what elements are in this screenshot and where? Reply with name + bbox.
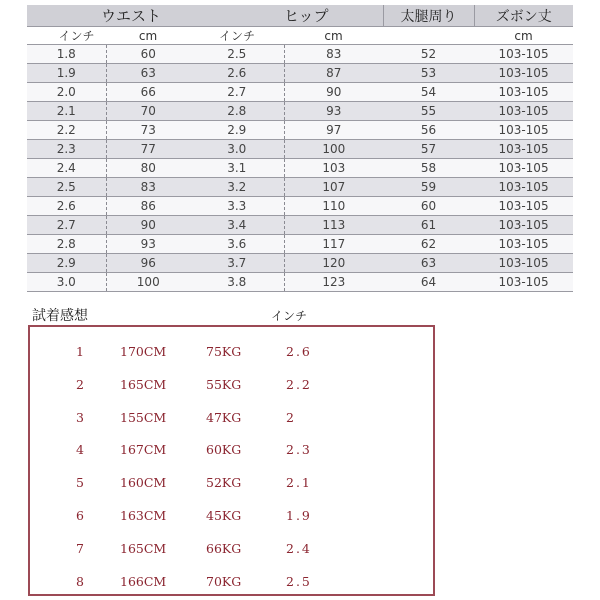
table-row [27, 254, 573, 273]
table-cell-hip-cm: 110 [284, 197, 383, 216]
table-cell-waist-cm: 80 [106, 159, 190, 178]
table-cell-waist-cm: 73 [106, 121, 190, 140]
table-cell-hip-inch: 2.8 [190, 102, 284, 121]
fitting-row [30, 508, 433, 528]
table-cell-waist-cm: 66 [106, 83, 190, 102]
table-cell-waist-inch: 2.9 [27, 254, 106, 273]
table-cell-hip-cm: 93 [284, 102, 383, 121]
table-cell-hip-cm: 113 [284, 216, 383, 235]
fitting-number: 1 [76, 344, 84, 359]
table-cell-hip-cm: 107 [284, 178, 383, 197]
thigh-header: 太腿周り [383, 5, 474, 27]
fitting-number: 8 [76, 573, 84, 589]
table-row [27, 235, 573, 254]
table-cell-waist-inch: 1.8 [27, 45, 106, 64]
fitting-weight: 66KG [206, 540, 242, 556]
table-cell-length-cm: 103-105 [474, 254, 573, 273]
thigh-unit-header [383, 27, 474, 45]
table-cell-waist-cm: 63 [106, 64, 190, 83]
table-cell-thigh-cm: 55 [383, 102, 474, 121]
table-cell-waist-cm: 90 [106, 216, 190, 235]
waist-header: ウエスト [27, 5, 190, 27]
fitting-inch: 1.9 [286, 508, 312, 523]
fitting-title: 試着感想 [32, 308, 88, 324]
table-cell-hip-cm: 83 [284, 45, 383, 64]
table-cell-waist-inch: 1.9 [27, 64, 106, 83]
table-cell-thigh-cm: 57 [383, 140, 474, 159]
waist-inch-header: インチ [27, 27, 106, 45]
fitting-row [30, 475, 433, 495]
fitting-inch: 2.1 [286, 475, 312, 491]
hip-cm-header: cm [284, 27, 383, 45]
table-cell-thigh-cm: 60 [383, 197, 474, 216]
table-cell-waist-inch: 2.3 [27, 140, 106, 159]
fitting-inch: 2.5 [286, 573, 312, 589]
fitting-row [30, 574, 433, 594]
table-cell-length-cm: 103-105 [474, 273, 573, 292]
fitting-height: 165CM [120, 376, 167, 392]
fitting-number: 7 [76, 540, 84, 556]
table-row [27, 178, 573, 197]
table-cell-length-cm: 103-105 [474, 140, 573, 159]
table-cell-length-cm: 103-105 [474, 83, 573, 102]
table-cell-hip-inch: 3.3 [190, 197, 284, 216]
table-cell-waist-cm: 60 [106, 45, 190, 64]
table-cell-hip-cm: 100 [284, 140, 383, 159]
table-cell-waist-cm: 93 [106, 235, 190, 254]
table-cell-waist-inch: 2.7 [27, 216, 106, 235]
table-cell-thigh-cm: 54 [383, 83, 474, 102]
table-cell-length-cm: 103-105 [474, 178, 573, 197]
table-cell-hip-inch: 3.8 [190, 273, 284, 292]
table-cell-waist-inch: 3.0 [27, 273, 106, 292]
table-cell-hip-cm: 90 [284, 83, 383, 102]
fitting-number: 5 [76, 475, 84, 491]
table-cell-waist-inch: 2.6 [27, 197, 106, 216]
table-cell-length-cm: 103-105 [474, 45, 573, 64]
table-cell-hip-inch: 3.7 [190, 254, 284, 273]
table-cell-waist-cm: 100 [106, 273, 190, 292]
table-row [27, 121, 573, 140]
table-cell-thigh-cm: 56 [383, 121, 474, 140]
fitting-inch: 2.4 [286, 540, 312, 556]
hip-header: ヒップ [190, 5, 383, 27]
fitting-weight: 47KG [206, 409, 242, 425]
size-table [27, 5, 573, 292]
hip-inch-header: インチ [190, 27, 284, 45]
table-cell-hip-inch: 3.1 [190, 159, 284, 178]
fitting-row [30, 344, 433, 364]
table-cell-thigh-cm: 61 [383, 216, 474, 235]
fitting-height: 166CM [120, 573, 167, 589]
waist-cm-header: cm [106, 27, 190, 45]
table-row [27, 102, 573, 121]
fitting-weight: 45KG [206, 508, 242, 523]
table-cell-thigh-cm: 63 [383, 254, 474, 273]
table-cell-thigh-cm: 58 [383, 159, 474, 178]
fitting-row [30, 410, 433, 430]
table-cell-length-cm: 103-105 [474, 216, 573, 235]
table-cell-thigh-cm: 64 [383, 273, 474, 292]
table-row [27, 197, 573, 216]
table-cell-hip-inch: 3.0 [190, 140, 284, 159]
table-cell-thigh-cm: 62 [383, 235, 474, 254]
fitting-inch: 2 [286, 409, 296, 425]
table-row [27, 159, 573, 178]
fitting-number: 6 [76, 508, 84, 523]
fitting-height: 160CM [120, 475, 167, 491]
fitting-weight: 55KG [206, 376, 242, 392]
fitting-number: 2 [76, 376, 84, 392]
fitting-inch-label: インチ [271, 309, 308, 323]
fitting-number: 3 [76, 409, 84, 425]
table-cell-hip-cm: 123 [284, 273, 383, 292]
fitting-box [28, 325, 435, 596]
table-cell-thigh-cm: 52 [383, 45, 474, 64]
fitting-inch: 2.6 [286, 344, 312, 359]
table-cell-waist-cm: 77 [106, 140, 190, 159]
table-cell-length-cm: 103-105 [474, 235, 573, 254]
fitting-row [30, 442, 433, 462]
table-cell-length-cm: 103-105 [474, 159, 573, 178]
table-cell-hip-inch: 2.9 [190, 121, 284, 140]
table-cell-hip-inch: 2.7 [190, 83, 284, 102]
fitting-weight: 52KG [206, 475, 242, 491]
table-cell-waist-inch: 2.5 [27, 178, 106, 197]
table-cell-waist-cm: 96 [106, 254, 190, 273]
table-cell-waist-inch: 2.1 [27, 102, 106, 121]
table-cell-hip-inch: 3.4 [190, 216, 284, 235]
fitting-row [30, 377, 433, 397]
table-cell-length-cm: 103-105 [474, 121, 573, 140]
table-cell-hip-inch: 2.5 [190, 45, 284, 64]
table-row [27, 273, 573, 292]
table-cell-length-cm: 103-105 [474, 197, 573, 216]
table-row [27, 45, 573, 64]
table-cell-hip-inch: 2.6 [190, 64, 284, 83]
table-cell-waist-inch: 2.8 [27, 235, 106, 254]
table-cell-thigh-cm: 59 [383, 178, 474, 197]
table-cell-waist-cm: 83 [106, 178, 190, 197]
fitting-inch: 2.3 [286, 442, 312, 458]
fitting-weight: 60KG [206, 442, 242, 458]
table-cell-length-cm: 103-105 [474, 64, 573, 83]
fitting-height: 163CM [120, 508, 167, 523]
table-cell-hip-cm: 87 [284, 64, 383, 83]
table-cell-length-cm: 103-105 [474, 102, 573, 121]
table-cell-waist-cm: 86 [106, 197, 190, 216]
table-cell-waist-cm: 70 [106, 102, 190, 121]
fitting-row [30, 541, 433, 561]
length-cm-header: cm [474, 27, 573, 45]
table-row [27, 140, 573, 159]
unit-header-row [27, 27, 573, 45]
fitting-height: 165CM [120, 540, 167, 556]
fitting-weight: 75KG [206, 344, 242, 359]
table-cell-hip-inch: 3.2 [190, 178, 284, 197]
fitting-height: 170CM [120, 344, 167, 359]
table-row [27, 216, 573, 235]
table-cell-hip-cm: 117 [284, 235, 383, 254]
fitting-height: 167CM [120, 442, 167, 458]
table-cell-waist-inch: 2.4 [27, 159, 106, 178]
table-row [27, 64, 573, 83]
table-cell-hip-cm: 103 [284, 159, 383, 178]
group-header-row [27, 5, 573, 27]
fitting-number: 4 [76, 442, 84, 458]
table-cell-hip-inch: 3.6 [190, 235, 284, 254]
table-cell-waist-inch: 2.2 [27, 121, 106, 140]
fitting-weight: 70KG [206, 573, 242, 589]
fitting-inch: 2.2 [286, 376, 312, 392]
table-cell-waist-inch: 2.0 [27, 83, 106, 102]
fitting-height: 155CM [120, 409, 167, 425]
table-cell-thigh-cm: 53 [383, 64, 474, 83]
table-row [27, 83, 573, 102]
table-cell-hip-cm: 97 [284, 121, 383, 140]
table-cell-hip-cm: 120 [284, 254, 383, 273]
length-header: ズボン丈 [474, 5, 573, 27]
